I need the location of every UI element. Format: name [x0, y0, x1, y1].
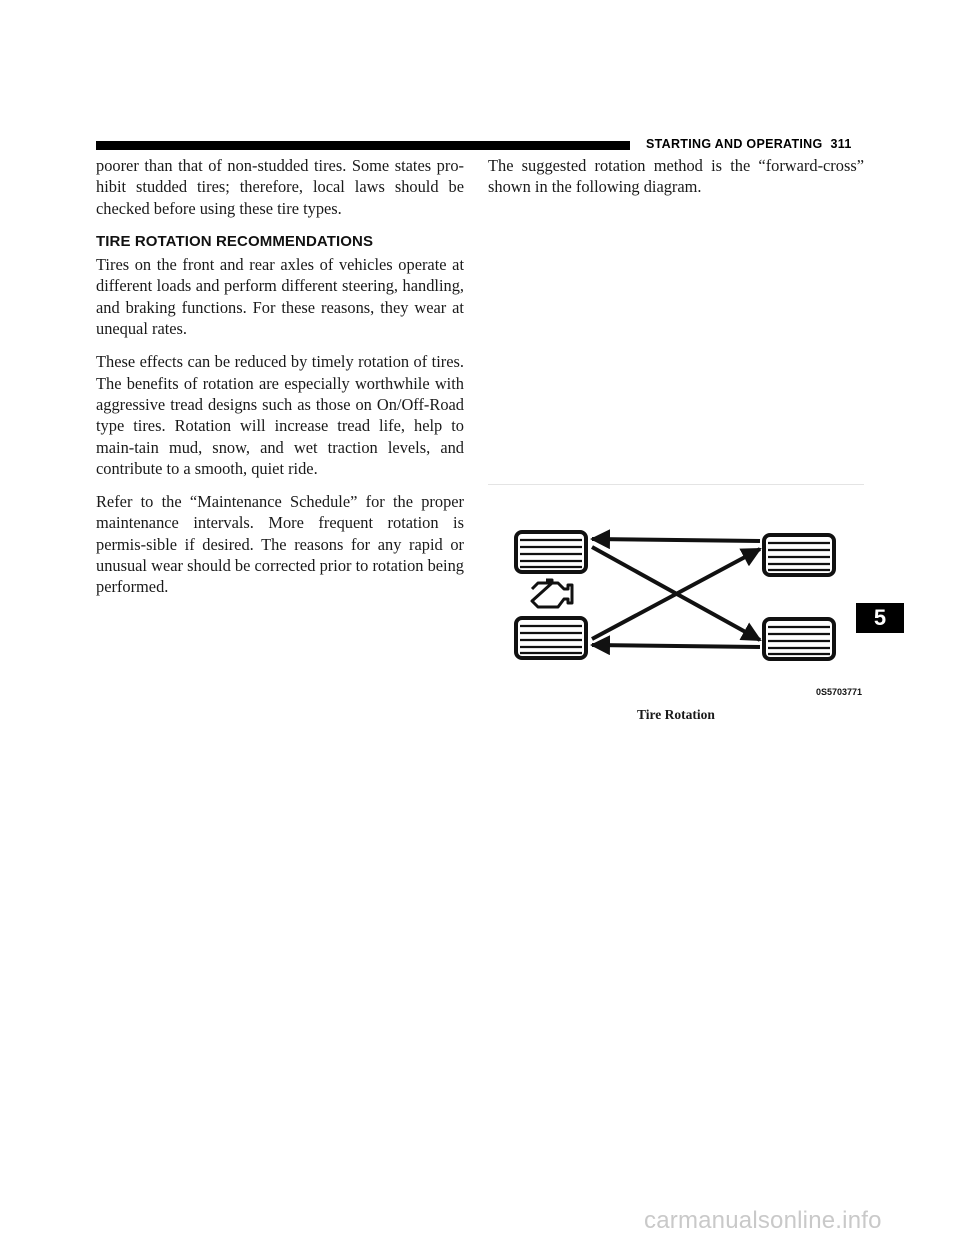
tire-rotation-diagram — [488, 484, 864, 700]
right-column — [488, 155, 864, 210]
section-heading: TIRE ROTATION RECOMMENDATIONS — [96, 232, 374, 250]
body-paragraph: These effects can be reduced by timely rotation of tires. The benefits of rotation are especially worthwhile with aggressive tread designs such as those on On/Off-Road type tires. Rotation will increase tread life, help to main-tain mud, snow, and wet traction levels, and contribute to a smooth, quiet ride. — [96, 352, 464, 478]
tire-icon — [516, 618, 586, 658]
section-title: STARTING AND OPERATING — [646, 137, 823, 151]
tire-icon — [764, 619, 834, 659]
tire-icon — [764, 535, 834, 575]
page-number: 311 — [830, 137, 852, 151]
chapter-tab[interactable]: 5 — [856, 603, 904, 633]
body-paragraph: Refer to the “Maintenance Schedule” for the proper maintenance intervals. More frequent rotation is permis-sible if desired. The reasons for any rapid or unusual wear should be corrected prior to rotation being performed. — [96, 492, 464, 597]
arrow-icon — [592, 539, 760, 647]
figure-caption: Tire Rotation — [637, 707, 715, 722]
tire-icon — [516, 532, 586, 572]
intro-paragraph: poorer than that of non-studded tires. Some states pro-hibit studded tires; therefore, local laws should be checked before using these tire types. — [96, 156, 464, 218]
left-column — [96, 155, 464, 610]
figure-code: 0S5703771 — [815, 687, 862, 697]
engine-icon — [532, 580, 572, 607]
header-rule — [96, 141, 630, 150]
watermark: carmanualsonline.info — [644, 1207, 882, 1234]
running-header — [646, 137, 866, 151]
diagram-svg — [488, 485, 864, 700]
body-paragraph: Tires on the front and rear axles of vehicles operate at different loads and perform different steering, handling, and braking functions. For these reasons, they wear at unequal rates. — [96, 255, 464, 339]
figure-intro-paragraph: The suggested rotation method is the “forward-cross” shown in the following diagram. — [488, 156, 864, 197]
